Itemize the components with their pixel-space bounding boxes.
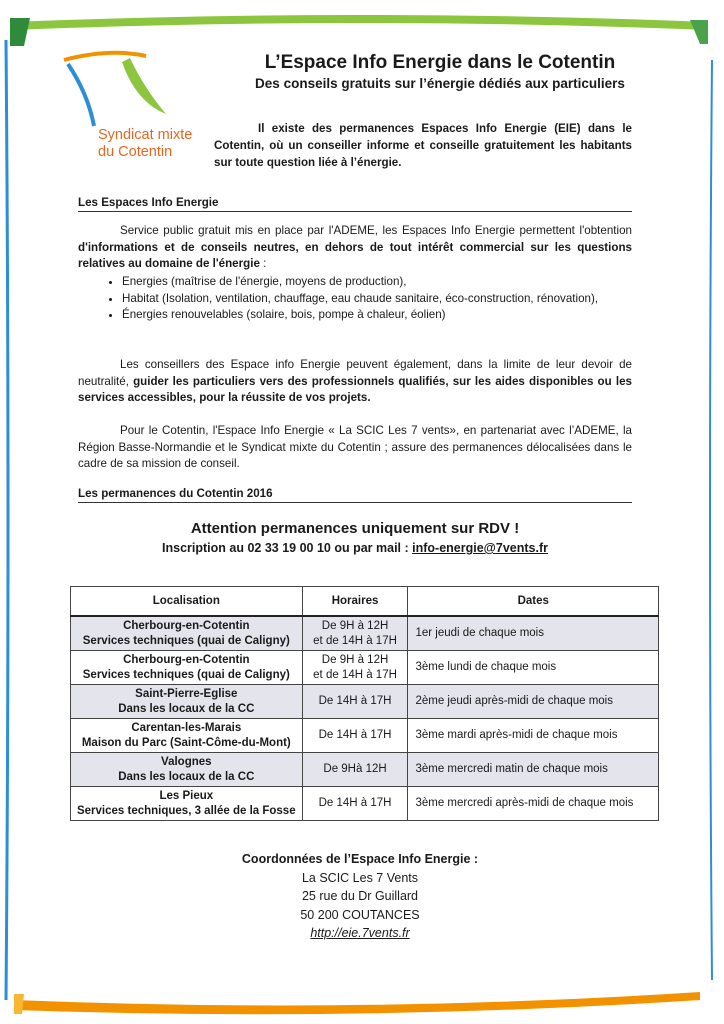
para1-end: : <box>259 257 267 270</box>
hours-line-2: et de 14H à 17H <box>313 634 397 647</box>
cell-localisation <box>71 651 303 685</box>
contact-block <box>160 850 560 943</box>
page-subtitle: Des conseils gratuits sur l’énergie dédiés aux particuliers <box>255 76 625 91</box>
column-header-localisation: Localisation <box>71 587 303 617</box>
column-header-horaires: Horaires <box>302 587 408 617</box>
table-row <box>71 753 659 787</box>
section-heading-permanences: Les permanences du Cotentin 2016 <box>78 487 632 503</box>
table-row <box>71 651 659 685</box>
cell-horaires <box>302 651 408 685</box>
cell-dates: 1er jeudi de chaque mois <box>408 616 659 651</box>
loc-place: Services techniques, 3 allée de la Fosse <box>76 804 296 817</box>
table-row <box>71 685 659 719</box>
paragraph-service-public <box>78 223 632 273</box>
loc-place: Dans les locaux de la CC <box>118 702 255 715</box>
loc-city: Les Pieux <box>159 790 214 802</box>
attention-notice: Attention permanences uniquement sur RDV ! <box>190 520 520 537</box>
paragraph-cotentin <box>78 423 632 473</box>
table-row <box>71 616 659 651</box>
hours-line-1: De 9H à 12H <box>321 620 389 632</box>
left-blue-line <box>0 40 14 1000</box>
loc-city: Cherbourg-en-Cotentin <box>123 620 250 632</box>
cell-horaires: De 14H à 17H <box>302 787 408 821</box>
cell-horaires: De 14H à 17H <box>302 685 408 719</box>
cell-horaires: De 14H à 17H <box>302 719 408 753</box>
energy-topics-list <box>78 274 676 324</box>
logo-line-2: du Cotentin <box>98 144 173 160</box>
contact-org: La SCIC Les 7 Vents <box>301 870 419 885</box>
section-heading-eie: Les Espaces Info Energie <box>78 196 632 212</box>
list-item: • Énergies renouvelables (solaire, bois, pompe à chaleur, éolien) <box>122 307 676 324</box>
cell-localisation <box>71 616 303 651</box>
logo-line-1: Syndicat mixte <box>98 127 193 143</box>
inscription-text: Inscription au 02 33 19 00 10 ou par mail : <box>162 541 413 555</box>
permanences-table <box>70 586 659 821</box>
intro-paragraph: Il existe des permanences Espaces Info Energie (EIE) dans le Cotentin, où un conseiller informe et conseille gratuitement les habitants sur toute question liée à l’énergie. <box>214 122 632 169</box>
para1-text: Service public gratuit mis en place par l'ADEME, les Espaces Info Energie permettent l'obtention <box>120 224 632 237</box>
table-row <box>71 719 659 753</box>
contact-heading: Coordonnées de l’Espace Info Energie : <box>241 852 479 866</box>
syndicat-logo-icon <box>60 48 200 128</box>
cell-localisation <box>71 753 303 787</box>
para2-text: Les conseillers des Espace info Energie peuvent également, dans la limite de leur devoir de neutralité, <box>78 358 632 388</box>
contact-city: 50 200 COUTANCES <box>300 907 420 922</box>
para1-bold: d'informations et de conseils neutres, en dehors de tout intérêt commercial sur les questions relatives au domaine de l'énergie <box>78 240 632 270</box>
cell-localisation <box>71 685 303 719</box>
loc-city: Saint-Pierre-Eglise <box>135 688 238 700</box>
list-item: • Energies (maîtrise de l'énergie, moyens de production), <box>122 274 676 291</box>
contact-street: 25 rue du Dr Guillard <box>301 889 419 903</box>
cell-localisation <box>71 719 303 753</box>
bottom-orange-swoosh <box>0 980 724 1024</box>
loc-place: Maison du Parc (Saint-Côme-du-Mont) <box>81 736 291 749</box>
loc-place: Services techniques (quai de Caligny) <box>82 634 290 647</box>
hours-line-2: et de 14H à 17H <box>313 668 397 681</box>
para2-bold: guider les particuliers vers des professionnels qualifiés, sur les aides disponibles ou les services accessibles, pour la réussite de vos projets. <box>78 374 632 404</box>
paragraph-conseillers <box>78 357 632 407</box>
cell-dates: 3ème lundi de chaque mois <box>408 651 659 685</box>
email-link[interactable]: info-energie@7vents.fr <box>412 541 548 555</box>
list-item: • Habitat (Isolation, ventilation, chauffage, eau chaude sanitaire, éco-construction, rénovation), <box>122 291 676 308</box>
cell-dates: 3ème mercredi après-midi de chaque mois <box>408 787 659 821</box>
cell-horaires <box>302 616 408 651</box>
loc-city: Valognes <box>161 756 212 768</box>
logo-text <box>98 127 208 161</box>
hours-line-1: De 9H à 12H <box>321 654 389 666</box>
loc-city: Cherbourg-en-Cotentin <box>123 654 250 666</box>
cell-dates: 3ème mardi après-midi de chaque mois <box>408 719 659 753</box>
right-blue-line <box>706 60 720 980</box>
website-link[interactable]: http://eie.7vents.fr <box>310 926 410 940</box>
table-row <box>71 787 659 821</box>
loc-place: Dans les locaux de la CC <box>118 770 255 783</box>
loc-place: Services techniques (quai de Caligny) <box>82 668 290 681</box>
page-title: L’Espace Info Energie dans le Cotentin <box>264 52 616 73</box>
cell-localisation <box>71 787 303 821</box>
cell-horaires: De 9Hà 12H <box>302 753 408 787</box>
inscription-line <box>78 541 632 555</box>
table-header-row <box>71 587 659 617</box>
column-header-dates: Dates <box>408 587 659 617</box>
cell-dates: 3ème mercredi matin de chaque mois <box>408 753 659 787</box>
loc-city: Carentan-les-Marais <box>131 722 242 734</box>
para3-text: Pour le Cotentin, l'Espace Info Energie « La SCIC Les 7 vents», en partenariat avec l’ADEME, la Région Basse-Normandie et le Syndicat mixte du Cotentin ; assure des permanences délocalisées dans le cadre de sa mission de conseil. <box>78 424 632 470</box>
cell-dates: 2ème jeudi après-midi de chaque mois <box>408 685 659 719</box>
